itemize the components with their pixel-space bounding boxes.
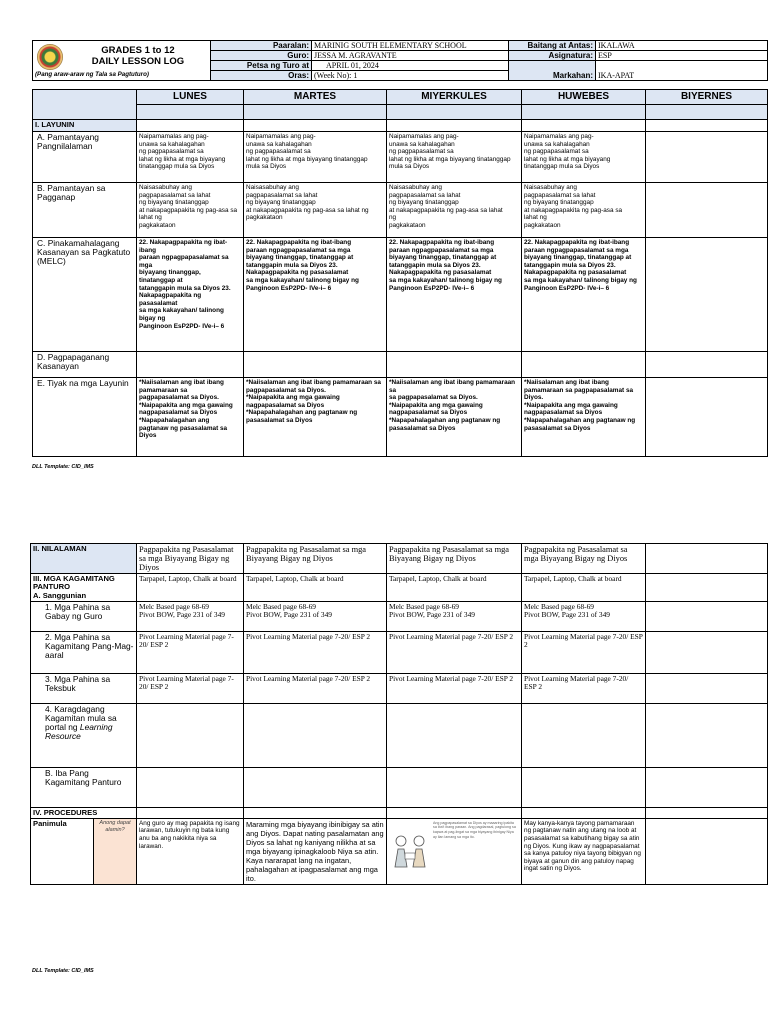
rb-label: B. Iba Pang Kagamitang Panturo <box>31 768 137 808</box>
illustration-image <box>389 821 517 877</box>
r3-miyerkules: Pivot Learning Material page 7-20/ ESP 2 <box>387 674 522 704</box>
r2-martes: Pivot Learning Material page 7-20/ ESP 2 <box>244 632 387 674</box>
nilalaman-table-wrap <box>30 543 767 885</box>
row-c-huwebes: 22. Nakapagpapakita ng ibat-ibang paraan ngpagpapasalamat sa mga biyayang tinanggap, tinatanggap at tatanggapin mula sa Diyos 23. Nakapagpapakita ng pasasalamat sa mga kakayahan/ talinong bigay ng Panginoon EsP2PD- IVe-i– 6 <box>522 238 646 352</box>
deped-seal-icon <box>37 44 63 70</box>
r2-miyerkules: Pivot Learning Material page 7-20/ ESP 2 <box>387 632 522 674</box>
row-b-lunes: Naisasabuhay ang pagpapasalamat sa lahat ng biyayang tinatanggap at nakapagpapakita ng pag-asa sa lahat ng pagkakataon <box>137 183 244 238</box>
school-value: MARINIG SOUTH ELEMENTARY SCHOOL <box>312 41 509 51</box>
row-b-huwebes: Naisasabuhay ang pagpapasalamat sa lahat ng biyayang tinatanggap at nakapagpapakita ng pag-asa sa lahat ng pagkakataon <box>522 183 646 238</box>
nilalaman-table <box>30 543 768 885</box>
r3-label: 3. Mga Pahina sa Teksbuk <box>31 674 137 704</box>
row-e-lunes: *Naiisa​laman ang ibat ibang pamamaraan sa pagpapasalamat sa Diyos. *Naipapakita ang mga gawaing nagpapasalamat sa Diyos *Napapahalagahan ang pagtanaw ng pasasalamat sa Diyos <box>137 378 244 457</box>
grade-label: Baitang at Antas: <box>509 41 596 51</box>
day-lunes: LUNES <box>137 90 244 105</box>
r2-huwebes: Pivot Learning Material page 7-20/ ESP 2 <box>522 632 646 674</box>
row-d-label: D. Pagpapaganang Kasanayan <box>33 352 137 378</box>
week-value: (Week No): 1 <box>312 71 509 81</box>
corner-cell <box>33 90 137 120</box>
r1-lunes: Melc Based page 68-69 Pivot BOW, Page 231 of 349 <box>137 602 244 632</box>
row-c-miyerkules: 22. Nakapagpapakita ng ibat-ibang paraan ngpagpapasalamat sa mga biyayang tinanggap, tinatanggap at tatanggapin mula sa Diyos 23. Nakapagpapakita ng pasasalamat sa mga kakayahan/ talinong bigay ng Panginoon EsP2PD- IVe-i– 6 <box>387 238 522 352</box>
footer-template-1: DLL Template: CID_IMS <box>32 464 94 470</box>
nilalaman-martes: Pagpapakita ng Pasasalamat sa mga Biyayang Bigay ng Diyos <box>244 544 387 574</box>
r2-lunes: Pivot Learning Material page 7-20/ ESP 2 <box>137 632 244 674</box>
date-value: APRIL 01, 2024 <box>312 61 509 71</box>
r3-martes: Pivot Learning Material page 7-20/ ESP 2 <box>244 674 387 704</box>
sanggunian-label: A. Sanggunian <box>33 590 87 600</box>
header-block <box>32 40 767 80</box>
row-a-huwebes: Naipamamalas ang pag- unawa sa kahalagahan ng pagpapasalamat sa lahat ng likha at mga biyayang tinatanggap mula sa Diyos <box>522 132 646 183</box>
r4-label <box>31 704 137 768</box>
row-c-label: C. Pinakamahalagang Kasanayan sa Pagkatuto (MELC) <box>33 238 137 352</box>
day-miyerkules: MIYERKULES <box>387 90 522 105</box>
header-table <box>32 40 768 81</box>
panimula-martes: Maraming mga biyayang ibinibigay sa atin ang Diyos. Dapat nating pasalamatan ang Diyos sa lahat ng kaniyang nilikha at sa mga biyayang ipinagkaloob Niya sa atin. Kaya nararapat lang na ingatan, pahalagahan at ipagpasalamat ang mga ito. <box>244 818 387 884</box>
day-martes: MARTES <box>244 90 387 105</box>
row-a-martes: Naipamamalas ang pag- unawa sa kahalagahan ng pagpapasalamat sa lahat ng likha at mga biyayang tinatanggap mula sa Diyos <box>244 132 387 183</box>
r4-label-italic: Learning Resource <box>45 722 113 742</box>
kagamitan-lunes: Tarpapel, Laptop, Chalk at board <box>137 574 244 602</box>
grade-value: IKALAWA <box>596 41 768 51</box>
day-biyernes: BIYERNES <box>646 90 768 105</box>
nilalaman-huwebes: Pagpapakita ng Pasasalamat sa mga Biyayang Bigay ng Diyos <box>522 544 646 574</box>
title-sub: (Pang araw-araw ng Tala sa Pagtuturo) <box>35 71 149 78</box>
row-b-miyerkules: Naisasabuhay ang pagpapasalamat sa lahat ng biyayang tinatanggap at nakapagpapakita ng pag-asa sa lahat ng pagkakataon <box>387 183 522 238</box>
kagamitan-label <box>31 574 137 602</box>
title-line2: DAILY LESSON LOG <box>91 56 185 67</box>
nilalaman-lunes: Pagpapakita ng Pasasalamat sa mga Biyayang Bigay ng Diyos <box>137 544 244 574</box>
row-a-miyerkules: Naipamamalas ang pag- unawa sa kahalagahan ng pagpapasalamat sa lahat ng likha at mga biyayang tinatanggap mula sa Diyos <box>387 132 522 183</box>
subject-label: Asignatura: <box>509 51 596 61</box>
r1-martes: Melc Based page 68-69 Pivot BOW, Page 231 of 349 <box>244 602 387 632</box>
panimula-lunes: Ang guro ay mag papakita ng isang larawan, tutukuyin ng bata kung anu ba ang nakikita niya sa larawan. <box>137 818 244 884</box>
r1-huwebes: Melc Based page 68-69 Pivot BOW, Page 231 of 349 <box>522 602 646 632</box>
r3-huwebes: Pivot Learning Material page 7-20/ ESP 2 <box>522 674 646 704</box>
header-title-cell <box>33 41 211 81</box>
row-a-lunes: Naipamamalas ang pag- unawa sa kahalagahan ng pagpapasalamat sa lahat ng likha at mga biyayang tinatanggap mula sa Diyos <box>137 132 244 183</box>
row-b-martes: Naisasabuhay ang pagpapasalamat sa lahat ng biyayang tinatanggap at nakapagpapakita ng pag-asa sa lahat ng pagkakataon <box>244 183 387 238</box>
r1-miyerkules: Melc Based page 68-69 Pivot BOW, Page 231 of 349 <box>387 602 522 632</box>
footer-template-2: DLL Template: CID_IMS <box>32 968 94 974</box>
day-huwebes: HUWEBES <box>522 90 646 105</box>
date-label1: Petsa ng Turo at <box>211 61 312 71</box>
row-e-miyerkules: *Naiisalaman ang ibat ibang pamamaraan sa sa pagpapasalamat sa Diyos. *Naipapakita ang mga gawaing nagpapasalamat sa Diyos *Napapahalagahan ang pagtanaw ng pasasalamat sa Diyos <box>387 378 522 457</box>
layunin-table-wrap <box>32 89 767 457</box>
teacher-label: Guro: <box>211 51 312 61</box>
children-drawing-icon <box>389 831 433 871</box>
date-label2: Oras: <box>211 71 312 81</box>
panimula-label: Panimula <box>31 818 94 884</box>
r3-lunes: Pivot Learning Material page 7-20/ ESP 2 <box>137 674 244 704</box>
layunin-table <box>32 89 768 457</box>
illustration-text: Ang pagpapasalamat sa Diyos ay maaaring ipakita sa iba't ibang paraan. Ang pagdarasal, pagtulong sa kapwa at pag-iingat sa mga biyayang ibinigay Niya ay ilan lamang sa mga ito. <box>433 820 516 839</box>
layunin-title: I. LAYUNIN <box>33 120 137 132</box>
row-e-label: E. Tiyak na mga Layunin <box>33 378 137 457</box>
row-e-martes: *Naiisalaman ang ibat ibang pamamaraan sa pagpapasalamat sa Diyos. *Naipapakita ang mga gawaing nagpapasalamat sa Diyos *Napapahalagahan ang pagtanaw ng pasasalamat sa Diyos <box>244 378 387 457</box>
school-label: Paaralan: <box>211 41 312 51</box>
quarter-label: Markahan: <box>509 61 596 81</box>
kagamitan-miyerkules: Tarpapel, Laptop, Chalk at board <box>387 574 522 602</box>
subject-value: ESP <box>596 51 768 61</box>
row-c-lunes: 22. Nakapagpapakita ng ibat-ibang paraan ngpagpapasalamat sa mga biyayang tinanggap, tinatanggap at tatanggapin mula sa Diyos 23. Nakapagpapakita ng pasasalamat sa mga kakayahan/ talinong bigay ng Panginoon EsP2PD- IVe-i– 6 <box>137 238 244 352</box>
panimula-huwebes: May kanya-kanya tayong pamamaraan ng pagtanaw natin ang utang na loob at pasasalamat sa kabutihang bigay sa atin ng Diyos. Kung ikaw ay nagpapasalamat sa kanya patuloy niya tayong bibigyan ng biyaya at ganun din ang patuloy napag ingat satin ng Diyos. <box>522 818 646 884</box>
quarter-value: IKA-APAT <box>596 61 768 81</box>
nilalaman-label: II. NILALAMAN <box>31 544 137 574</box>
teacher-value: JESSA M. AGRAVANTE <box>312 51 509 61</box>
procedures-label: IV. PROCEDURES <box>31 808 137 819</box>
row-c-martes: 22. Nakapagpapakita ng ibat-ibang paraan ngpagpapasalamat sa mga biyayang tinanggap, tinatanggap at tatanggapin mula sa Diyos 23. Nakapagpapakita ng pasasalamat sa mga kakayahan/ talinong bigay ng Panginoon EsP2PD- IVe-i– 6 <box>244 238 387 352</box>
title-line1: GRADES 1 to 12 <box>101 45 175 56</box>
kagamitan-title: III. MGA KAGAMITANG PANTURO <box>33 574 115 592</box>
panimula-sub: Anong dapat alamin? <box>94 818 137 884</box>
panimula-miyerkules <box>387 818 522 884</box>
kagamitan-martes: Tarpapel, Laptop, Chalk at board <box>244 574 387 602</box>
r2-label: 2. Mga Pahina sa Kagamitang Pang-Mag-aaral <box>31 632 137 674</box>
row-a-label: A. Pamantayang Pangnilalaman <box>33 132 137 183</box>
kagamitan-huwebes: Tarpapel, Laptop, Chalk at board <box>522 574 646 602</box>
nilalaman-miyerkules: Pagpapakita ng Pasasalamat sa mga Biyayang Bigay ng Diyos <box>387 544 522 574</box>
r4-label-text: 4. Karagdagang Kagamitan mula sa portal ng <box>45 704 117 733</box>
r1-label: 1. Mga Pahina sa Gabay ng Guro <box>31 602 137 632</box>
row-b-label: B. Pamantayan sa Pagganap <box>33 183 137 238</box>
row-e-huwebes: *Naiisalaman ang ibat ibang pamamaraan sa pagpapasalamat sa Diyos. *Naipapakita ang mga gawaing nagpapasalamat sa Diyos *Napapahalagahan ang pagtanaw ng pasasalamat sa Diyos <box>522 378 646 457</box>
